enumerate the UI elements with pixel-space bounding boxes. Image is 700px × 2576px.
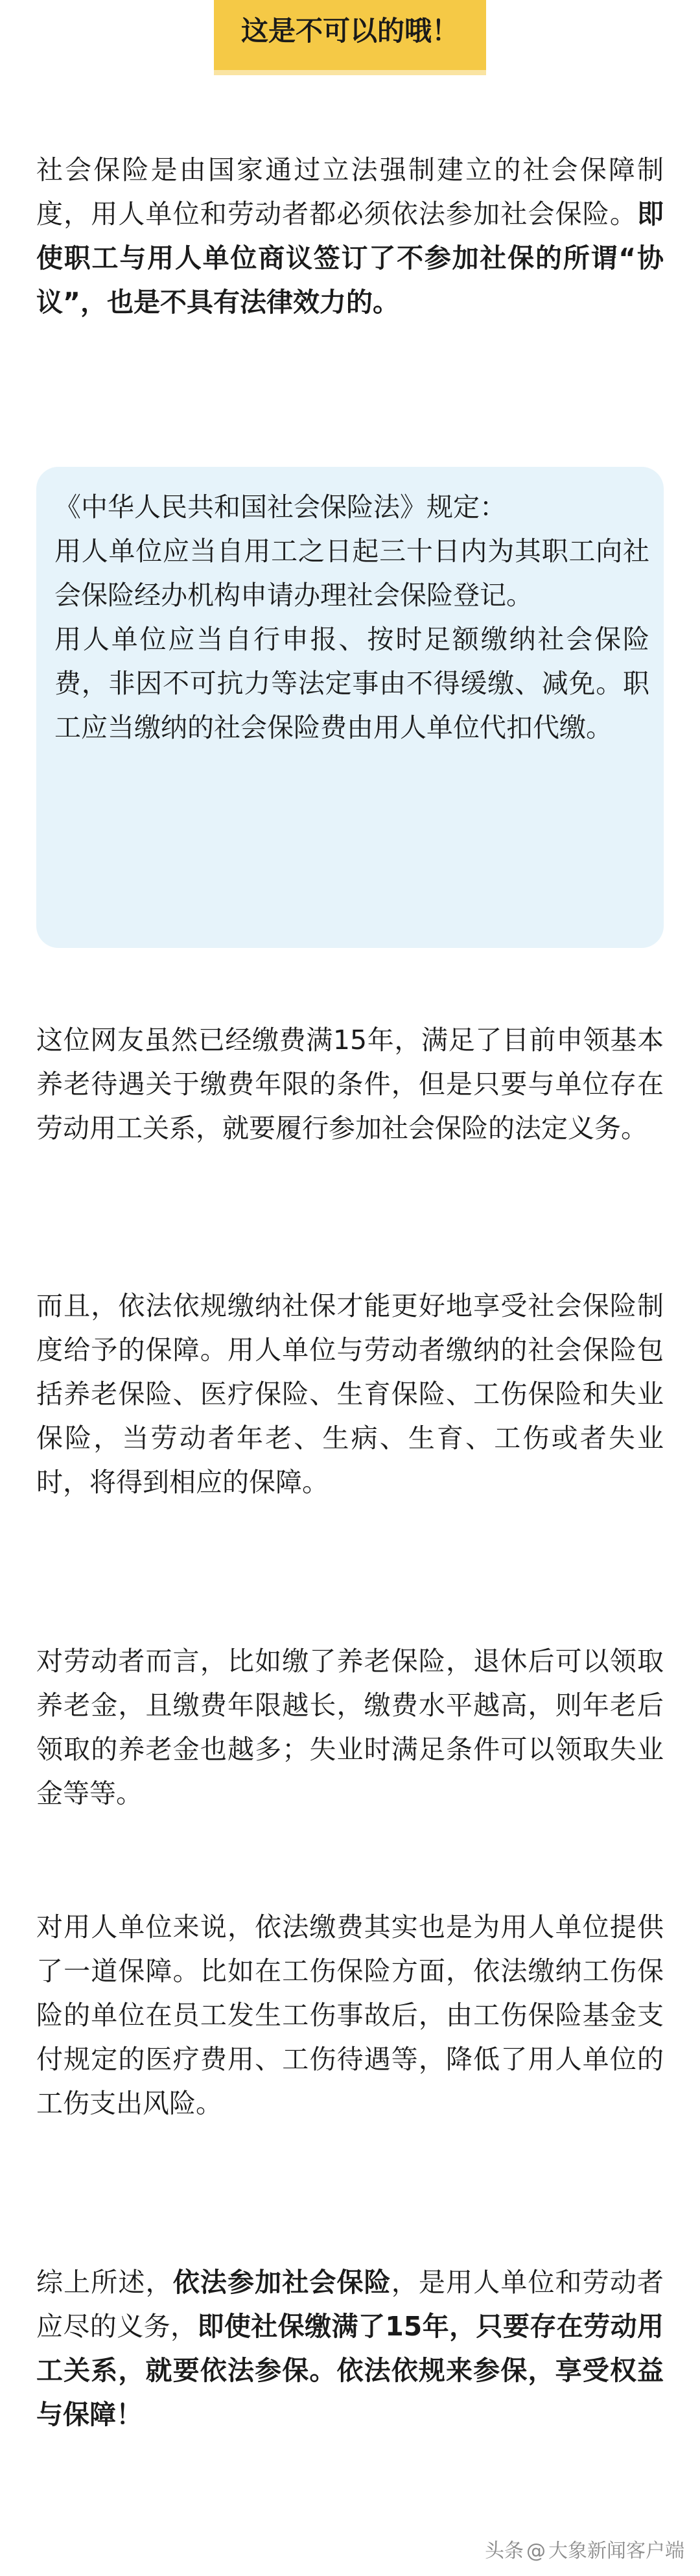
paragraph-workers: 对劳动者而言，比如缴了养老保险，退休后可以领取养老金，且缴费年限越长，缴费水平越高，则年老后领取的养老金也越多；失业时满足条件可以领取失业金等等。 xyxy=(36,1646,664,1809)
conclusion-bold-2: 即使社保缴满了15年，只要存在劳动用工关系，就要依法参保。依法依规来参保，享受权益与保障！ xyxy=(36,2311,664,2430)
conclusion-bold-1: 依法参加社会保险 xyxy=(172,2267,391,2298)
paragraph-employers: 对用人单位来说，依法缴费其实也是为用人单位提供了一道保障。比如在工伤保险方面，依法缴纳工伤保险的单位在员工发生工伤事故后，由工伤保险基金支付规定的医疗费用、工伤待遇等，降低了用人单位的工伤支出风险。 xyxy=(36,1911,664,2119)
at-icon: @ xyxy=(526,2540,546,2562)
law-clause-1: 用人单位应当自用工之日起三十日内为其职工向社会保险经办机构申请办理社会保险登记。 xyxy=(54,536,649,611)
paragraph-intro-text: 社会保险是由国家通过立法强制建立的社会保障制度，用人单位和劳动者都必须依法参加社会保险。 xyxy=(36,154,664,230)
law-clause-2: 用人单位应当自行申报、按时足额缴纳社会保险费，非因不可抗力等法定事由不得缓缴、减免。职工应当缴纳的社会保险费由用人单位代扣代缴。 xyxy=(54,624,649,743)
conclusion-middle: ，是用人单位和劳动者应尽的义务， xyxy=(36,2267,664,2342)
paragraph-conclusion xyxy=(36,2260,664,2437)
paragraph-intro xyxy=(36,148,664,324)
paragraph-protection: 而且，依法依规缴纳社保才能更好地享受社会保险制度给予的保障。用人单位与劳动者缴纳的社会保险包括养老保险、医疗保险、生育保险、工伤保险和失业保险，当劳动者年老、生病、生育、工伤或者失业时，将得到相应的保障。 xyxy=(36,1290,664,1498)
conclusion-lead: 综上所述， xyxy=(36,2267,173,2298)
law-title: 《中华人民共和国社会保险法》规定： xyxy=(54,491,506,523)
watermark-prefix: 头条 xyxy=(485,2540,524,2562)
paragraph-intro-bold: 即使职工与用人单位商议签订了不参加社保的所谓“协议”，也是不具有法律效力的。 xyxy=(36,198,664,318)
paragraph-contribution: 这位网友虽然已经缴费满15年，满足了目前申领基本养老待遇关于缴费年限的条件，但是只要与单位存在劳动用工关系，就要履行参加社会保险的法定义务。 xyxy=(36,1024,664,1144)
title-banner-underline xyxy=(214,70,486,75)
watermark-source: 大象新闻客户端 xyxy=(548,2540,684,2562)
source-watermark xyxy=(485,2538,684,2564)
section-title: 这是不可以的哦！ xyxy=(240,15,459,47)
